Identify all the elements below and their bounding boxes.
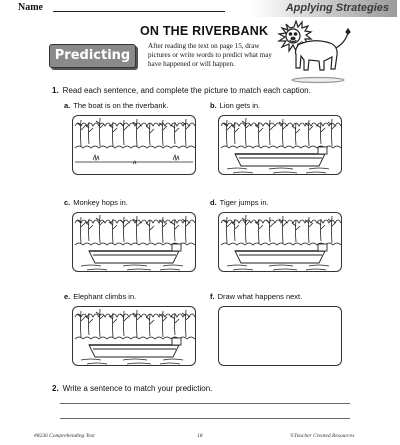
grass-tufts <box>75 155 193 164</box>
boat-outline <box>235 244 327 263</box>
trees-outline <box>75 215 195 245</box>
caption-f-letter: f. <box>210 292 215 301</box>
predicting-badge: Predicting <box>49 44 136 68</box>
caption-b-text: Lion gets in. <box>219 101 261 110</box>
panel-drawing <box>219 116 341 174</box>
instructions-text: After reading the text on page 15, draw pictures or write words to predict what may have happened or will happen. <box>148 42 272 68</box>
writing-line-1[interactable] <box>60 403 350 404</box>
trees-outline <box>75 118 195 148</box>
caption-f-text: Draw what happens next. <box>217 292 303 301</box>
panel-drawing <box>73 116 195 174</box>
picture-panel-c[interactable] <box>72 212 196 272</box>
picture-panel-f[interactable] <box>218 306 342 366</box>
caption-d-text: Tiger jumps in. <box>219 198 269 207</box>
caption-b-letter: b. <box>210 101 217 110</box>
picture-panel-a[interactable] <box>72 115 196 175</box>
boat-outline <box>89 244 181 263</box>
question-1 <box>52 86 311 95</box>
caption-a-letter: a. <box>64 101 71 110</box>
boat-outline <box>235 147 327 166</box>
name-label: Name <box>18 2 43 13</box>
picture-panel-b[interactable] <box>218 115 342 175</box>
caption-c-text: Monkey hops in. <box>73 198 128 207</box>
panel-drawing <box>73 213 195 271</box>
footer-right: ©Teacher Created Resources <box>290 433 355 439</box>
question-2-text: Write a sentence to match your prediction. <box>62 384 213 393</box>
caption-c <box>64 198 128 207</box>
picture-panel-d[interactable] <box>218 212 342 272</box>
caption-d <box>210 198 269 207</box>
question-2-number: 2. <box>52 384 59 393</box>
caption-a <box>64 101 168 110</box>
name-line[interactable] <box>53 11 225 12</box>
caption-b <box>210 101 260 110</box>
caption-a-text: The boat is on the riverbank. <box>73 101 169 110</box>
water-lines <box>227 168 329 174</box>
question-1-text: Read each sentence, and complete the picture to match each caption. <box>62 86 311 95</box>
trees-outline <box>221 118 341 148</box>
question-2 <box>52 384 212 393</box>
caption-c-letter: c. <box>64 198 71 207</box>
panel-drawing <box>219 213 341 271</box>
water-lines <box>227 265 329 271</box>
writing-line-2[interactable] <box>60 418 350 419</box>
trees-outline <box>75 309 195 339</box>
section-tag: Applying Strategies <box>252 0 397 17</box>
boat-outline <box>89 338 181 357</box>
footer-page-number: 18 <box>197 433 203 439</box>
water-lines <box>81 359 183 365</box>
caption-e-text: Elephant climbs in. <box>73 292 137 301</box>
question-1-number: 1. <box>52 86 59 95</box>
trees-outline <box>221 215 341 245</box>
panel-drawing <box>73 307 195 365</box>
picture-panel-e[interactable] <box>72 306 196 366</box>
caption-d-letter: d. <box>210 198 217 207</box>
caption-e <box>64 292 136 301</box>
footer-left: #8236 Comprehending Text <box>34 433 95 439</box>
caption-f <box>210 292 302 301</box>
caption-e-letter: e. <box>64 292 71 301</box>
water-lines <box>81 265 183 271</box>
lion-illustration-icon <box>272 20 352 84</box>
page-title: ON THE RIVERBANK <box>140 24 269 38</box>
